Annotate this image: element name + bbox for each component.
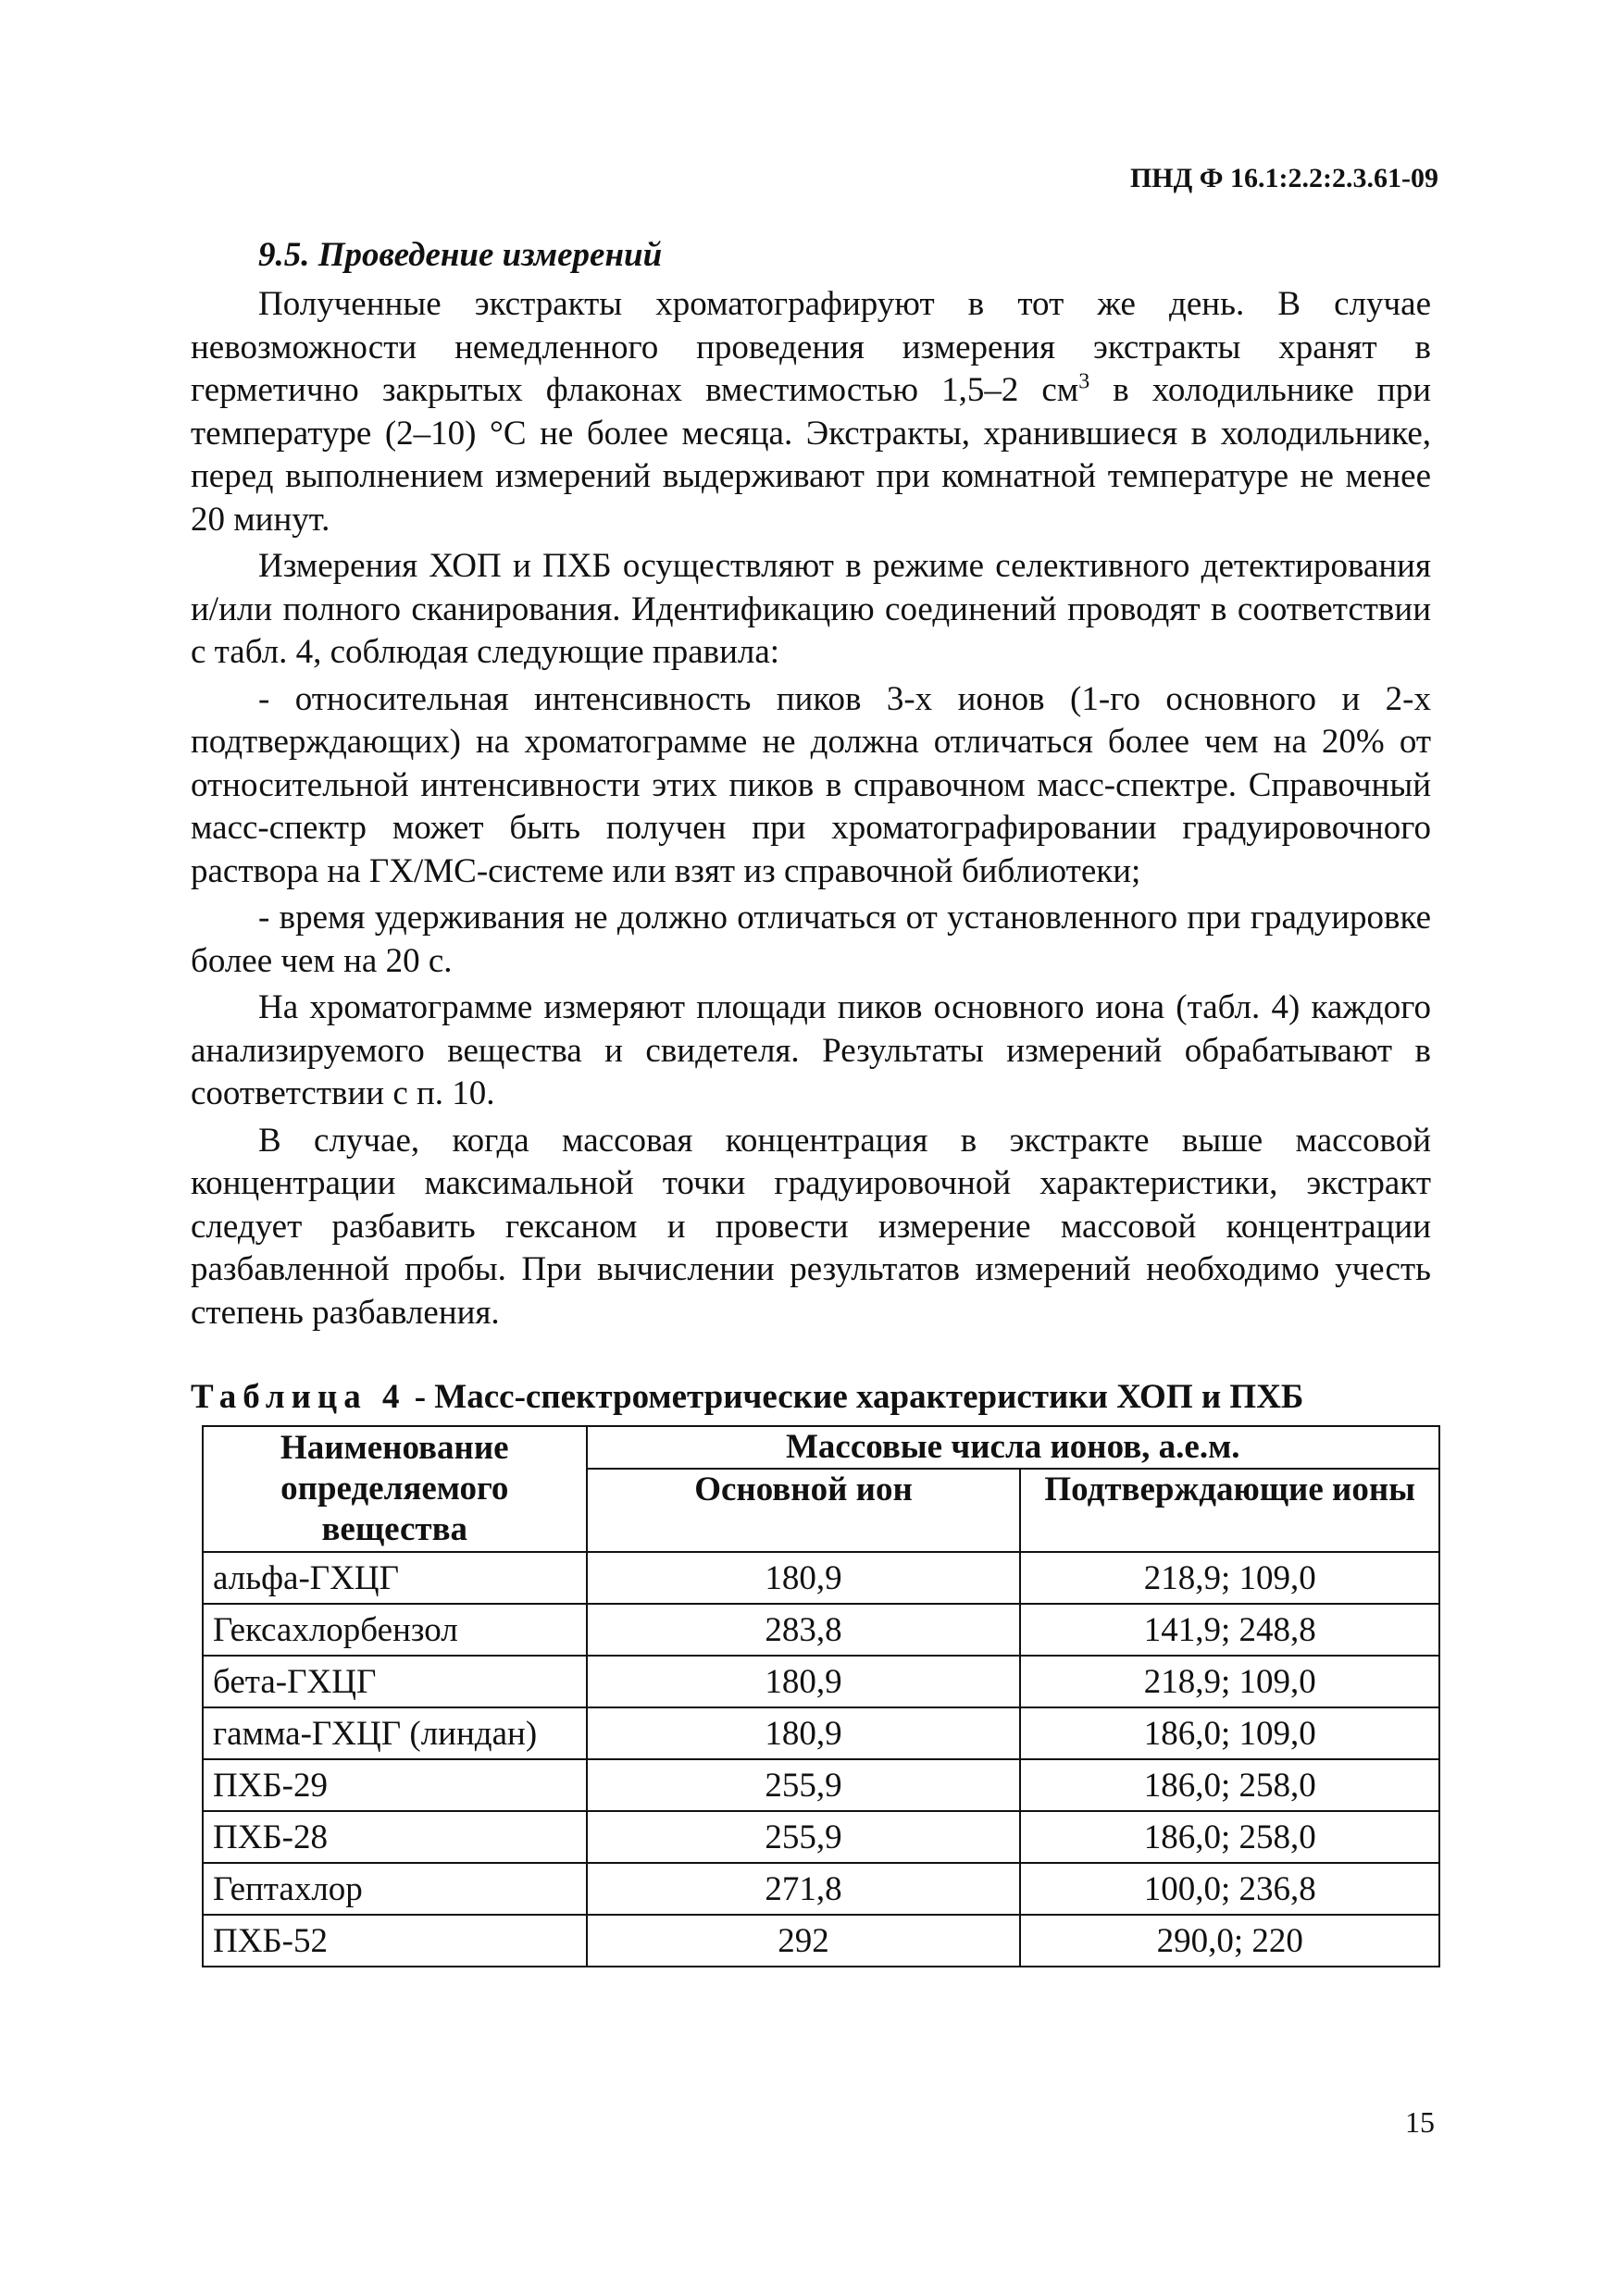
header-mass-numbers: Массовые числа ионов, а.е.м.: [587, 1426, 1439, 1469]
confirm-ions-value: 218,9; 109,0: [1020, 1656, 1439, 1707]
paragraph-storage: Полученные экстракты хроматографируют в тот же день. В случае невозможности немедленного проведения измерения экстракты хранят в герметично закрытых флаконах вместимостью 1,5–2 $см^3$ в холодильнике при температуре (2–10) °С не более месяца. Экстракты, хранившиеся в холодильнике, перед выполнением измерений выдерживают при комнатной температуре не менее 20 минут.: [191, 285, 1431, 539]
table-row: [203, 1915, 1439, 1967]
rule-retention-time: - время удерживания не должно отличаться от установленного при градуировке более чем на 20 с.: [191, 899, 1431, 980]
page-number: 15: [1405, 2105, 1435, 2139]
main-ion-value: 283,8: [587, 1604, 1021, 1656]
rule-intensity: - относительная интенсивность пиков 3-х ионов (1-го основного и 2-х подтверждающих) на хроматограмме не должна отличаться более чем на 20% от относительной интенсивности этих пиков в справочном масс-спектре. Справочный масс-спектр может быть получен при хроматографировании градуировочного раствора на ГХ/МС-системе или взят из справочной библиотеки;: [191, 679, 1431, 890]
main-ion-value: 292: [587, 1915, 1021, 1967]
main-ion-value: 255,9: [587, 1759, 1021, 1811]
substance-name: Гептахлор: [203, 1863, 587, 1915]
confirm-ions-value: 100,0; 236,8: [1020, 1863, 1439, 1915]
confirm-ions-value: 290,0; 220: [1020, 1915, 1439, 1967]
substance-name: ПХБ-28: [203, 1811, 587, 1863]
header-confirming-ions: Подтверждающие ионы: [1020, 1469, 1439, 1552]
substance-name: ПХБ-52: [203, 1915, 587, 1967]
main-ion-value: 255,9: [587, 1811, 1021, 1863]
section-title: 9.5. Проведение измерений: [258, 236, 663, 274]
document-code: ПНД Ф 16.1:2.2:2.3.61-09: [1129, 163, 1438, 193]
main-ion-value: 180,9: [587, 1707, 1021, 1759]
table-row: [203, 1552, 1439, 1604]
table-row: [203, 1656, 1439, 1707]
mass-spectra-table: [202, 1425, 1440, 1967]
table-caption-text: - Масс-спектрометрические характеристики ХОП и ПХБ: [405, 1378, 1304, 1416]
confirm-ions-value: 218,9; 109,0: [1020, 1552, 1439, 1604]
substance-name: Гексахлорбензол: [203, 1604, 587, 1656]
main-ion-value: 271,8: [587, 1863, 1021, 1915]
table-row: [203, 1707, 1439, 1759]
superscript-3: 3: [1078, 369, 1090, 394]
substance-name: бета-ГХЦГ: [203, 1656, 587, 1707]
table-row: [203, 1811, 1439, 1863]
table-caption-label: Таблица 4: [191, 1378, 406, 1416]
table-caption: [191, 1377, 1303, 1417]
paragraph-dilution: В случае, когда массовая концентрация в экстракте выше массовой концентрации максимальной точки градуировочной характеристики, экстракт следует разбавить гексаном и провести измерение массовой концентрации разбавленной пробы. При вычислении результатов измерений необходимо учесть степень разбавления.: [191, 1121, 1431, 1332]
header-substance-name: Наименование определяемого вещества: [203, 1426, 587, 1552]
table-row: [203, 1863, 1439, 1915]
substance-name: ПХБ-29: [203, 1759, 587, 1811]
confirm-ions-value: 141,9; 248,8: [1020, 1604, 1439, 1656]
table-row: [203, 1604, 1439, 1656]
table-row: [203, 1759, 1439, 1811]
substance-name: альфа-ГХЦГ: [203, 1552, 587, 1604]
paragraph-identification: Измерения ХОП и ПХБ осуществляют в режиме селективного детектирования и/или полного сканирования. Идентификацию соединений проводят в соответствии с табл. 4, соблюдая следующие правила:: [191, 547, 1431, 671]
main-ion-value: 180,9: [587, 1552, 1021, 1604]
main-ion-value: 180,9: [587, 1656, 1021, 1707]
confirm-ions-value: 186,0; 258,0: [1020, 1811, 1439, 1863]
confirm-ions-value: 186,0; 258,0: [1020, 1759, 1439, 1811]
paragraph-peak-areas: На хроматограмме измеряют площади пиков основного иона (табл. 4) каждого анализируемого вещества и свидетеля. Результаты измерений обрабатывают в соответствии с п. 10.: [191, 988, 1431, 1112]
substance-name: гамма-ГХЦГ (линдан): [203, 1707, 587, 1759]
header-main-ion: Основной ион: [587, 1469, 1021, 1552]
confirm-ions-value: 186,0; 109,0: [1020, 1707, 1439, 1759]
section-9-5: [191, 231, 1431, 1338]
